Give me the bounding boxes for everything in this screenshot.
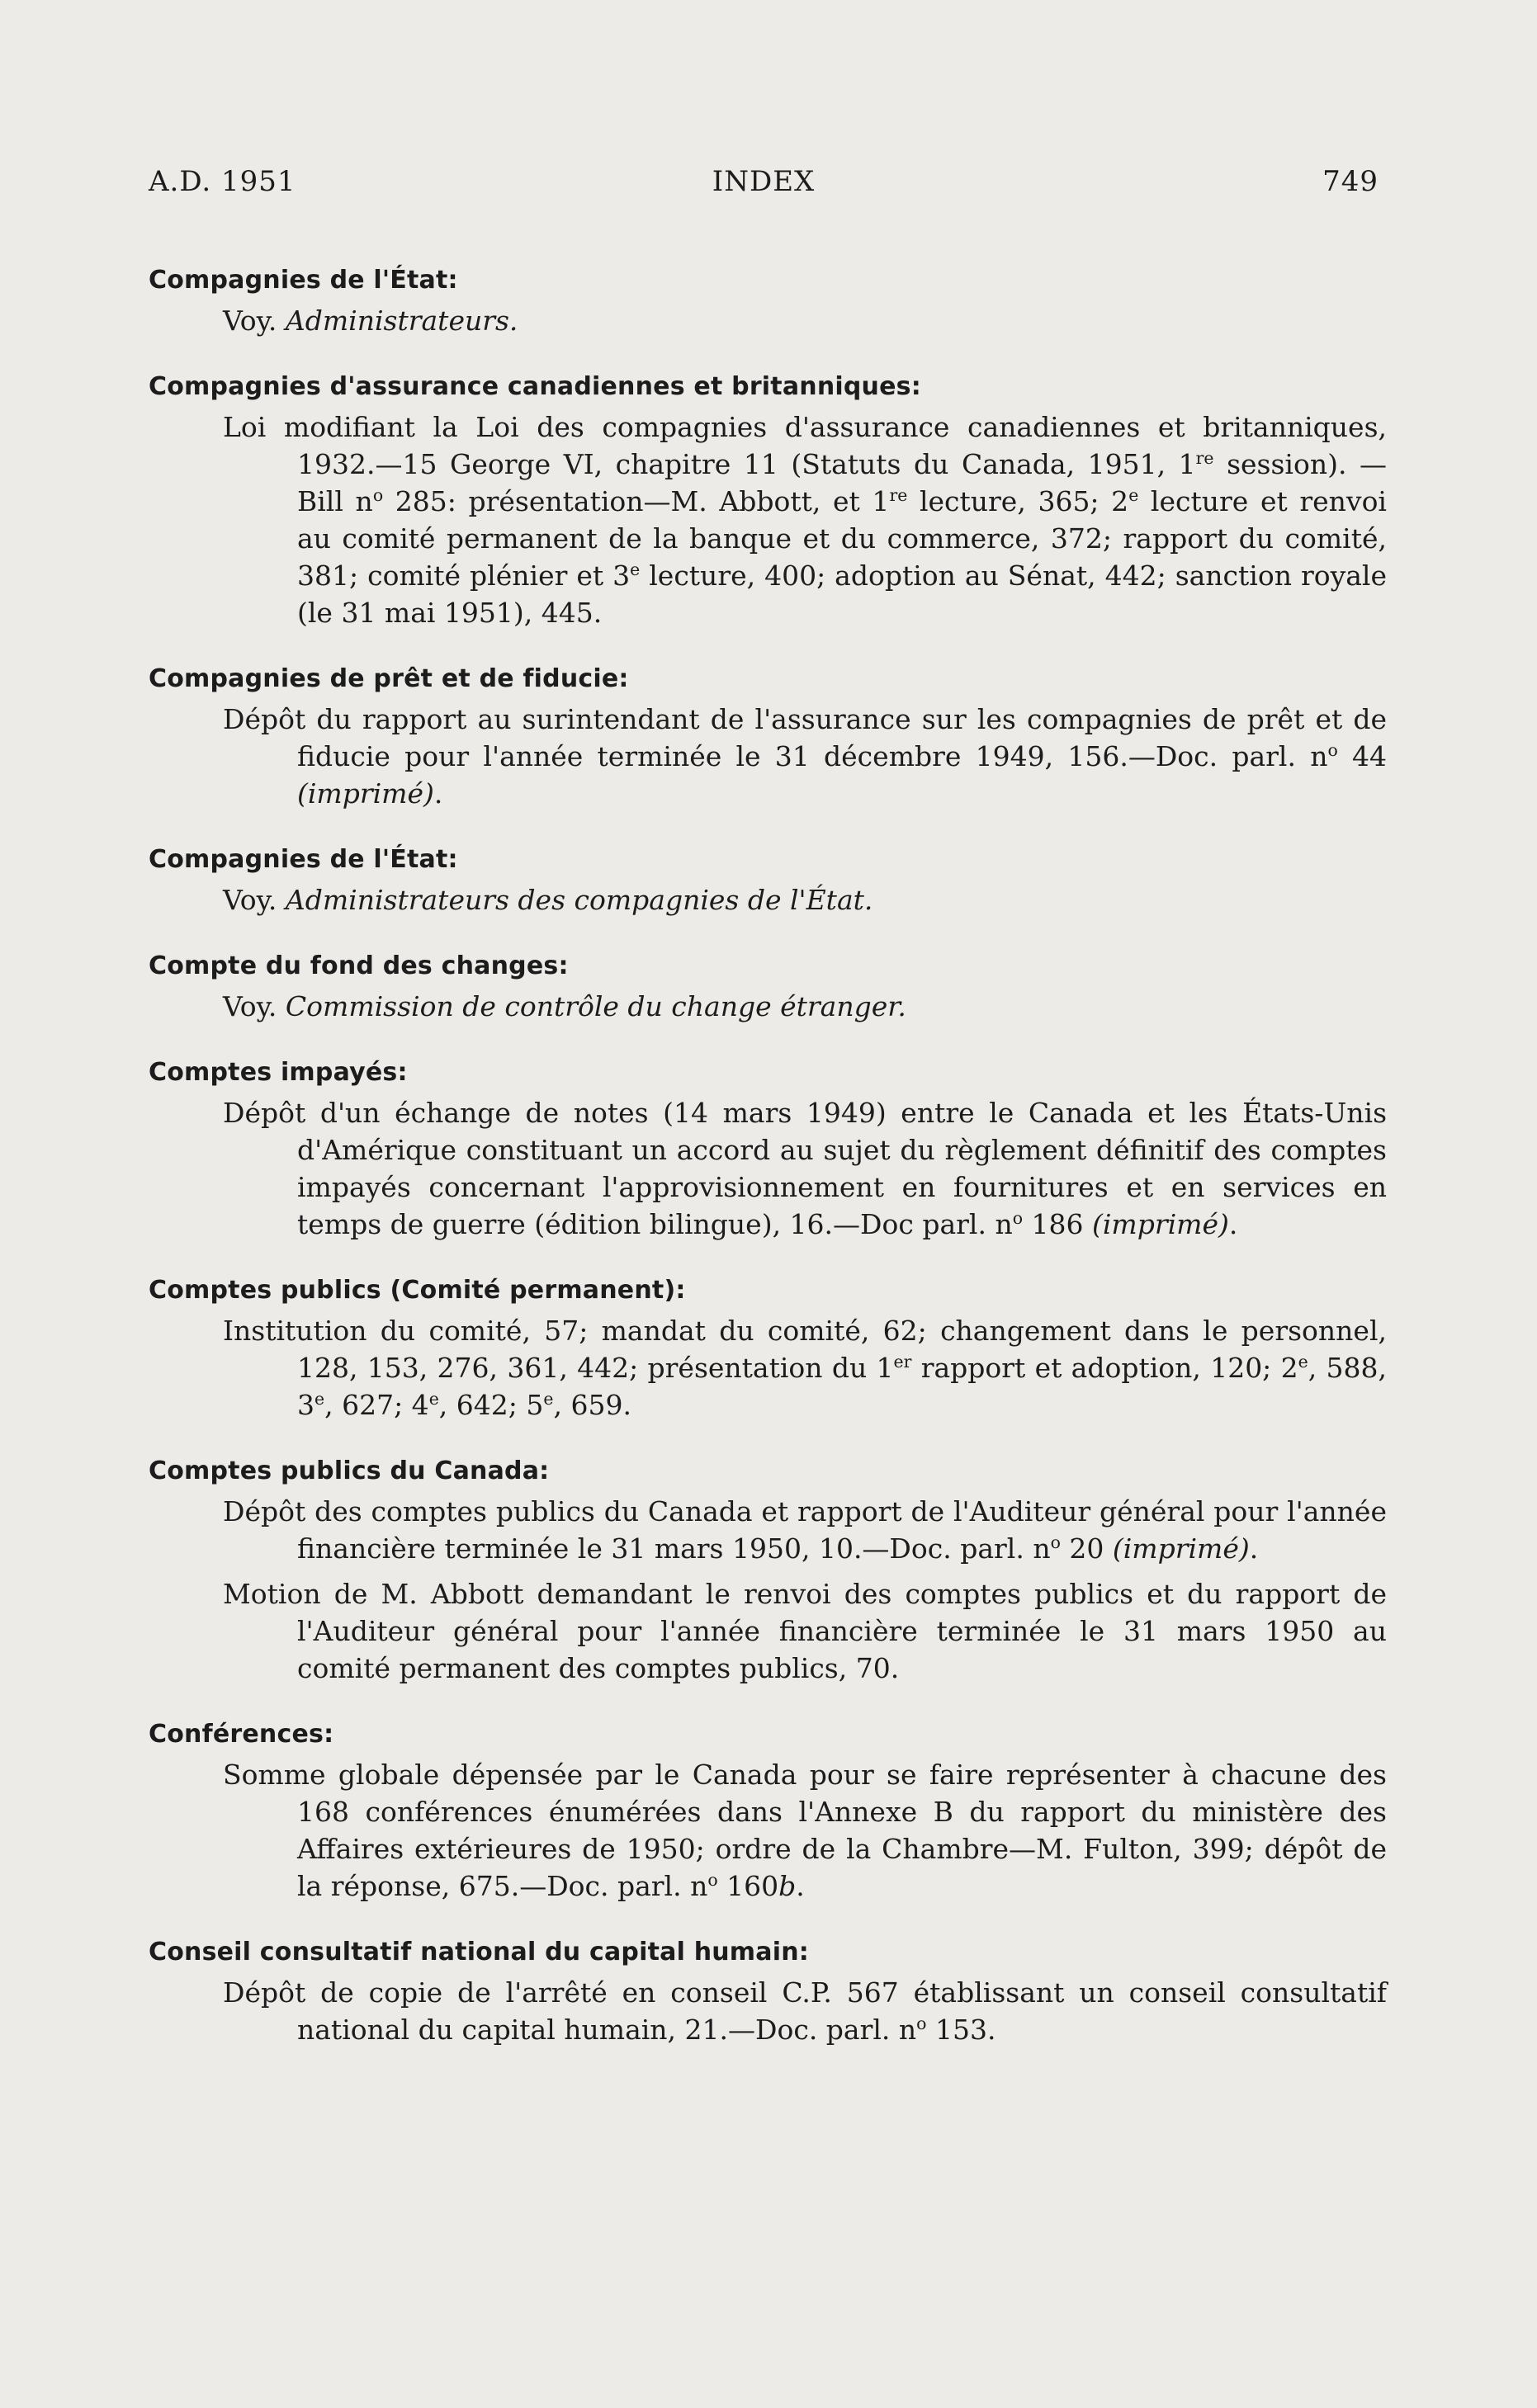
- index-entry: [149, 843, 1387, 918]
- entry-heading: Comptes publics (Comité permanent):: [149, 1276, 686, 1305]
- voy-label: Voy.: [223, 884, 277, 916]
- reference-target: Commission de contrôle du change étranger.: [285, 990, 906, 1022]
- index-entry: [149, 264, 1387, 339]
- entry-text: Somme globale dépensée par le Canada pour se faire représenter à chacune des 168 conférences énumérées dans l'Annexe B du rapport du ministère des Affaires extérieures de 1950; ordre de la Chambre—M. Fulton, 399; dépôt de la réponse, 675.—Doc. parl. $n^o$ 160b.: [223, 1759, 1387, 1902]
- index-entries: [149, 264, 1387, 2080]
- entry-heading: Compagnies de l'État:: [149, 266, 458, 295]
- running-head-year: A.D. 1951: [149, 165, 296, 198]
- index-entry: [149, 1718, 1387, 1905]
- reference-target: Administrateurs.: [285, 305, 518, 337]
- entry-heading: Compagnies de l'État:: [149, 845, 458, 874]
- entry-heading: Compte du fond des changes:: [149, 951, 569, 980]
- entry-text: Dépôt du rapport au surintendant de l'assurance sur les compagnies de prêt et de fiducie pour l'année terminée le 31 décembre 1949, 156.—Doc. parl. $n^o$ 44 (imprimé).: [223, 703, 1388, 810]
- reference-target: Administrateurs des compagnies de l'État.: [285, 884, 873, 916]
- voy-label: Voy.: [223, 305, 277, 337]
- entry-heading: Conseil consultatif national du capital humain:: [149, 1938, 809, 1967]
- index-entry: [149, 1274, 1387, 1424]
- entry-text: Loi modifiant la Loi des compagnies d'assurance canadiennes et britanniques, 1932.—15 George VI, chapitre 11 (Statuts du Canada, 1951, 1re session). —Bill $n^o$ 285: présentation—M. Abbott, et 1re lecture, 365; 2e lecture et renvoi au comité permanent de la banque et du commerce, 372; rapport du comité, 381; comité plénier et 3e lecture, 400; adoption au Sénat, 442; sanction royale (le 31 mai 1951), 445.: [223, 411, 1388, 629]
- entry-heading: Comptes publics du Canada:: [149, 1457, 550, 1485]
- see-reference: [223, 881, 1387, 918]
- voy-label: Voy.: [223, 990, 277, 1022]
- index-entry: [149, 371, 1387, 631]
- entry-text: Dépôt de copie de l'arrêté en conseil C.P. 567 établissant un conseil consultatif national du capital humain, 21.—Doc. parl. $n^o$ 153.: [223, 1976, 1387, 2046]
- index-entry: [149, 1936, 1387, 2048]
- see-reference: [223, 302, 1387, 339]
- running-head-title: INDEX: [712, 165, 816, 198]
- entry-heading: Conférences:: [149, 1720, 334, 1749]
- entry-text: Dépôt des comptes publics du Canada et rapport de l'Auditeur général pour l'année financière terminée le 31 mars 1950, 10.—Doc. parl. $n^o$ 20 (imprimé).: [223, 1495, 1387, 1565]
- entry-heading: Compagnies de prêt et de fiducie:: [149, 664, 629, 693]
- index-entry: [149, 663, 1387, 812]
- index-entry: [149, 1455, 1387, 1687]
- entry-text: Institution du comité, 57; mandat du comité, 62; changement dans le personnel, 128, 153, 276, 361, 442; présentation du 1er rapport et adoption, 120; 2e, 588, 3e, 627; 4e, 642; 5e, 659.: [223, 1315, 1387, 1421]
- entry-heading: Comptes impayés:: [149, 1058, 408, 1087]
- page-number: 749: [1322, 165, 1379, 198]
- index-entry: [149, 1056, 1387, 1243]
- entry-text: Motion de M. Abbott demandant le renvoi des comptes publics et du rapport de l'Auditeur général pour l'année financière terminée le 31 mars 1950 au comité permanent des comptes publics, 70.: [223, 1578, 1387, 1684]
- see-reference: [223, 988, 1387, 1025]
- entry-text: Dépôt d'un échange de notes (14 mars 1949) entre le Canada et les États-Unis d'Amérique constituant un accord au sujet du règlement définitif des comptes impayés concernant l'approvisionnement en fournitures et en services en temps de guerre (édition bilingue), 16.—Doc parl. $n^o$ 186 (imprimé).: [223, 1097, 1387, 1240]
- running-head: [149, 165, 1379, 215]
- entry-heading: Compagnies d'assurance canadiennes et britanniques:: [149, 372, 921, 401]
- index-entry: [149, 950, 1387, 1025]
